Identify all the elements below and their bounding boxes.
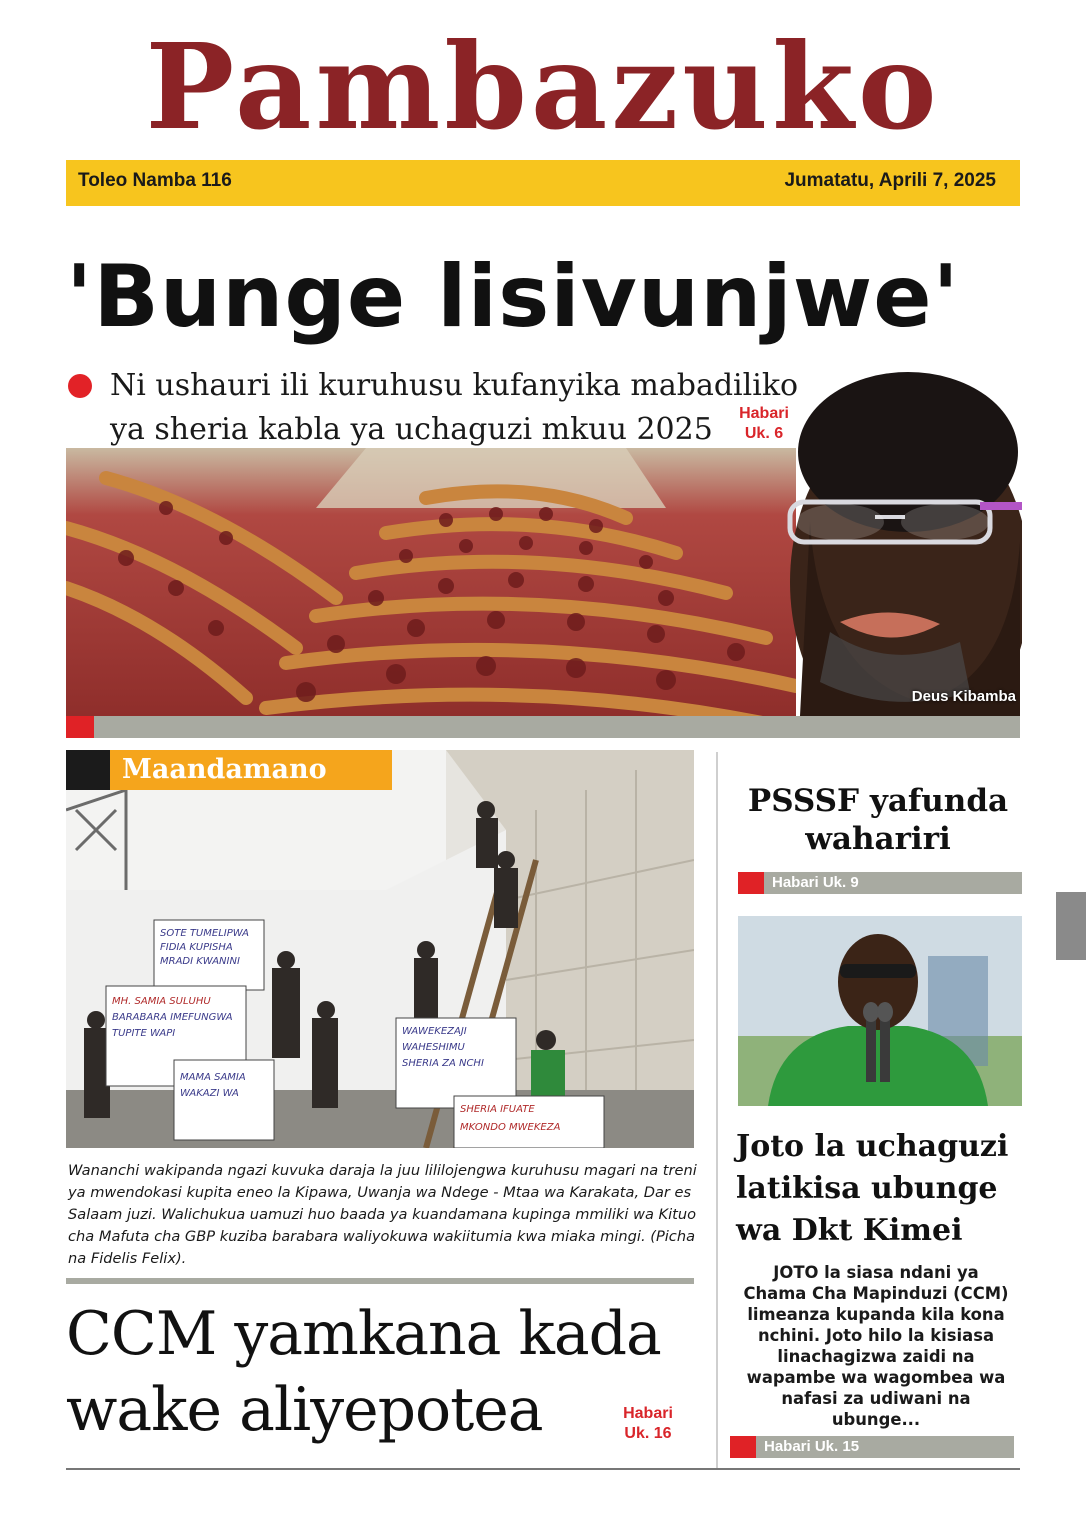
lead-subhead-line-2: ya sheria kabla ya uchaguzi mkuu 2025 bbox=[110, 412, 713, 447]
protest-illustration bbox=[66, 750, 694, 1148]
sign-5: SHERIA IFUATE bbox=[460, 1104, 535, 1115]
sidebar-story-1-title[interactable]: PSSSF yafunda wahariri bbox=[747, 783, 1009, 857]
lead-section-rule bbox=[66, 716, 1020, 738]
sign-4b: WAKAZI WA bbox=[180, 1088, 239, 1099]
issue-date: Jumatatu, Aprili 7, 2025 bbox=[784, 170, 996, 191]
second-page-reference[interactable] bbox=[612, 1404, 684, 1444]
sign-1: SOTE TUMELIPWA bbox=[160, 928, 249, 939]
bottom-rule bbox=[66, 1468, 1020, 1470]
protest-photo bbox=[66, 750, 694, 1148]
sign-3c: SHERIA ZA NCHI bbox=[402, 1058, 484, 1069]
politician-photo bbox=[738, 916, 1022, 1106]
sidebar-story-2-ref: Habari Uk. 15 bbox=[764, 1438, 860, 1455]
sign-5b: MKONDO MWEKEZA bbox=[460, 1122, 561, 1133]
second-headline[interactable] bbox=[66, 1296, 696, 1448]
second-headline-line-2: wake aliyepotea bbox=[66, 1375, 543, 1445]
sidebar-story-1-ref-bar[interactable] bbox=[738, 872, 1022, 894]
lead-ref-line-2: Uk. 6 bbox=[744, 425, 784, 442]
second-story-rule bbox=[66, 1278, 694, 1284]
politician-illustration bbox=[738, 916, 1022, 1106]
section-tag-block bbox=[66, 750, 110, 790]
lead-subhead bbox=[110, 364, 810, 452]
sign-2c: TUPITE WAPI bbox=[112, 1028, 176, 1039]
lead-headline[interactable]: 'Bunge lisivunjwe' bbox=[66, 247, 960, 347]
sidebar-story-2-ref-bar[interactable] bbox=[730, 1436, 1014, 1458]
lead-ref-line-1: Habari bbox=[739, 405, 789, 422]
sign-2: MH. SAMIA SULUHU bbox=[112, 996, 211, 1007]
ref-accent bbox=[738, 872, 764, 894]
page-edge-tab bbox=[1056, 892, 1086, 960]
sidebar-story-2-title[interactable]: Joto la uchaguzi latikisa ubunge wa Dkt Kimei bbox=[736, 1129, 1009, 1248]
section-tag-maandamano[interactable]: Maandamano bbox=[110, 750, 392, 790]
bullet-dot-icon bbox=[68, 374, 92, 398]
issue-info-bar bbox=[66, 160, 1020, 206]
protest-photo-caption: Wananchi wakipanda ngazi kuvuka daraja la juu lililojengwa kuruhusu magari na treni ya mwendokasi kupita eneo la Kipawa, Uwanja wa Ndege - Mtaa wa Karakata, Dar es Salaam juzi. Walichukua uamuzi huo baada ya kuandamana kupinga mmiliki wa Kituo cha Mafuta cha GBP kuziba barabara waliyokuwa wakiitumia kwa miaka mingi. (Picha na Fidelis Felix). bbox=[68, 1162, 697, 1267]
issue-number: Toleo Namba 116 bbox=[78, 170, 232, 191]
deus-kibamba-portrait bbox=[780, 352, 1022, 716]
portrait-caption: Deus Kibamba bbox=[911, 688, 1016, 705]
masthead-title: Pambazuko bbox=[145, 17, 941, 156]
sign-3: WAWEKEZAJI bbox=[402, 1026, 467, 1037]
sign-1c: MRADI KWANINI bbox=[160, 956, 240, 967]
sidebar-story-1-ref: Habari Uk. 9 bbox=[772, 874, 859, 891]
second-headline-line-1: CCM yamkana kada bbox=[66, 1299, 661, 1369]
sign-1b: FIDIA KUPISHA bbox=[160, 942, 233, 953]
sidebar-divider bbox=[716, 752, 718, 1470]
parliament-photo bbox=[66, 448, 796, 716]
sign-2b: BARABARA IMEFUNGWA bbox=[112, 1012, 233, 1023]
sidebar-story-2-body: JOTO la siasa ndani ya Chama Cha Mapinduzi (CCM) limeanza kupanda kila kona nchini. Joto hilo la kisiasa linachagizwa zaidi na wapambe wa wagombea wa nafasi za udiwani na ubunge... bbox=[743, 1263, 1009, 1429]
ref-accent bbox=[730, 1436, 756, 1458]
sign-4: MAMA SAMIA bbox=[180, 1072, 246, 1083]
rule-accent bbox=[66, 716, 94, 738]
second-ref-line-1: Habari bbox=[623, 1405, 673, 1422]
parliament-illustration bbox=[66, 448, 796, 716]
sign-3b: WAHESHIMU bbox=[402, 1042, 465, 1053]
second-ref-line-2: Uk. 16 bbox=[624, 1425, 672, 1442]
lead-subhead-line-1: Ni ushauri ili kuruhusu kufanyika mabadiliko bbox=[110, 368, 799, 403]
portrait-illustration bbox=[780, 352, 1022, 716]
